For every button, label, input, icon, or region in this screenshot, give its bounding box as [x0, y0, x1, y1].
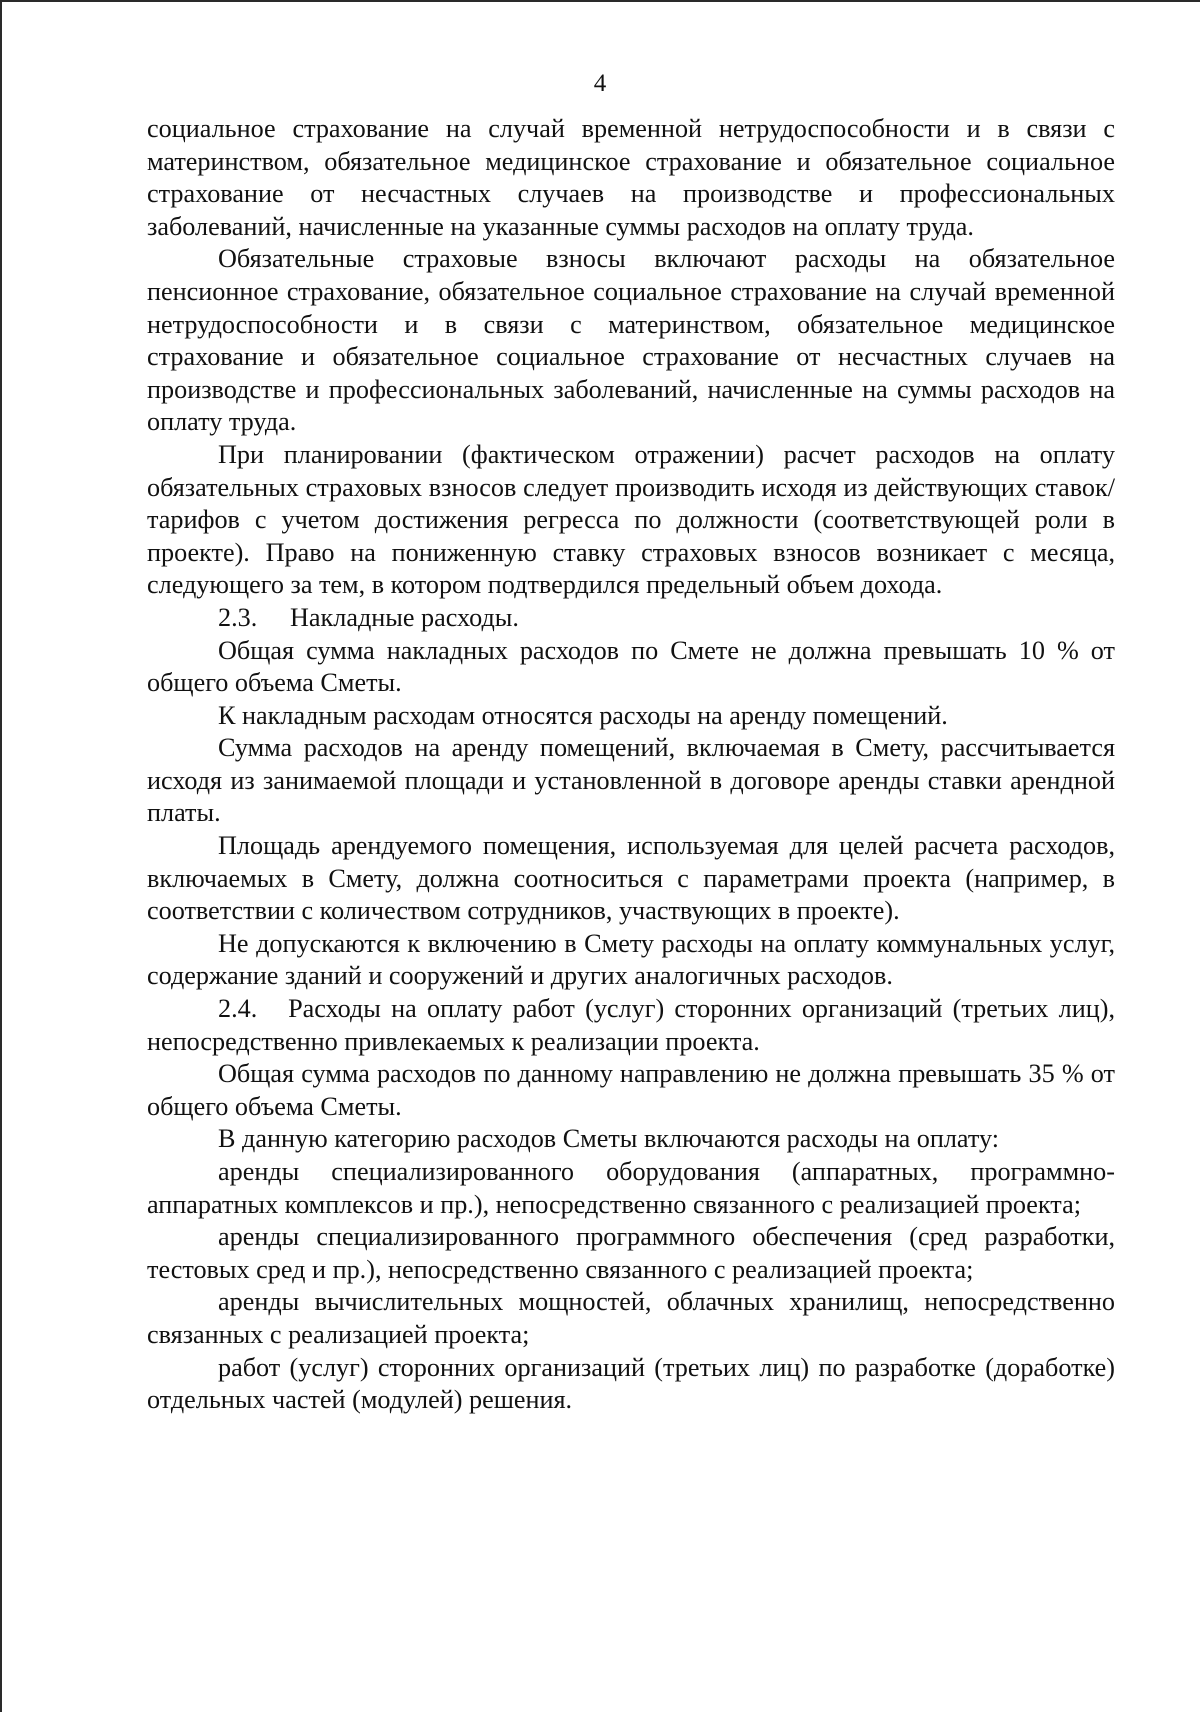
paragraph-rent-area: Площадь арендуемого помещения, используемая для целей расчета расходов, включаемых в Смету, должна соотноситься с параметрами проекта (например, в соответствии с количеством сотрудников, участвующих в проекте).: [147, 831, 1115, 926]
paragraph-not-allowed: Не допускаются к включению в Смету расходы на оплату коммунальных услуг, содержание зданий и сооружений и других аналогичных расходов.: [147, 928, 1115, 991]
scan-edge-left: [0, 0, 2, 1712]
paragraph-planning: При планировании (фактическом отражении) расчет расходов на оплату обязательных страховых взносов следует производить исходя из действующих ставок/тарифов с учетом достижения регресса по должности (соответствующей роли в проекте). Право на пониженную ставку страховых взносов возникает с месяца, следующего за тем, в котором подтвердился предельный объем дохода.: [147, 439, 1115, 600]
section-title: Расходы на оплату работ (услуг) сторонних организаций (третьих лиц), непосредственно привлекаемых к реализации проекта.: [147, 994, 1116, 1056]
paragraph-overhead-includes: К накладным расходам относятся расходы на аренду помещений.: [218, 700, 948, 730]
section-title: Накладные расходы.: [290, 602, 519, 632]
document-body: [147, 113, 1115, 1417]
list-item-computing-rent: аренды вычислительных мощностей, облачных хранилищ, непосредственно связанных с реализацией проекта;: [147, 1287, 1115, 1349]
section-number: 2.3.: [218, 602, 258, 632]
paragraph-insurance-contributions: Обязательные страховые взносы включают расходы на обязательное пенсионное страхование, обязательное социальное страхование на случай временной нетрудоспособности и в связи с материнством, обязательное медицинское страхование и обязательное социальное страхование от несчастных случаев на производстве и профессиональных заболеваний, начисленные на суммы расходов на оплату труда.: [147, 244, 1115, 437]
section-heading-2-4: [147, 993, 1115, 1058]
paragraph-category-includes: В данную категорию расходов Сметы включаются расходы на оплату:: [218, 1124, 999, 1154]
paragraph-overhead-limit: Общая сумма накладных расходов по Смете не должна превышать 10 % от общего объема Сметы.: [147, 635, 1115, 698]
paragraph-continuation: социальное страхование на случай временной нетрудоспособности и в связи с материнством, обязательное медицинское страхование и обязательное социальное страхование от несчастных случаев на производстве и профессиональных заболеваний, начисленные на указанные суммы расходов на оплату труда.: [147, 114, 1115, 241]
list-item-equipment-rent: аренды специализированного оборудования (аппаратных, программно-аппаратных комплексов и пр.), непосредственно связанного с реализацией проекта;: [147, 1157, 1115, 1219]
scan-edge-top: [0, 0, 1200, 2]
paragraph-rent-sum: Сумма расходов на аренду помещений, включаемая в Смету, рассчитывается исходя из занимаемой площади и установленной в договоре аренды ставки арендной платы.: [147, 733, 1115, 828]
section-number: 2.4.: [218, 994, 258, 1024]
page-number: 4: [593, 70, 607, 97]
section-heading-2-3: [147, 602, 1115, 635]
list-item-software-rent: аренды специализированного программного обеспечения (сред разработки, тестовых сред и пр.), непосредственно связанного с реализацией проекта;: [147, 1222, 1115, 1284]
paragraph-third-party-limit: Общая сумма расходов по данному направлению не должна превышать 35 % от общего объема Сметы.: [147, 1059, 1115, 1121]
list-item-third-party-work: работ (услуг) сторонних организаций (третьих лиц) по разработке (доработке) отдельных частей (модулей) решения.: [147, 1352, 1115, 1415]
